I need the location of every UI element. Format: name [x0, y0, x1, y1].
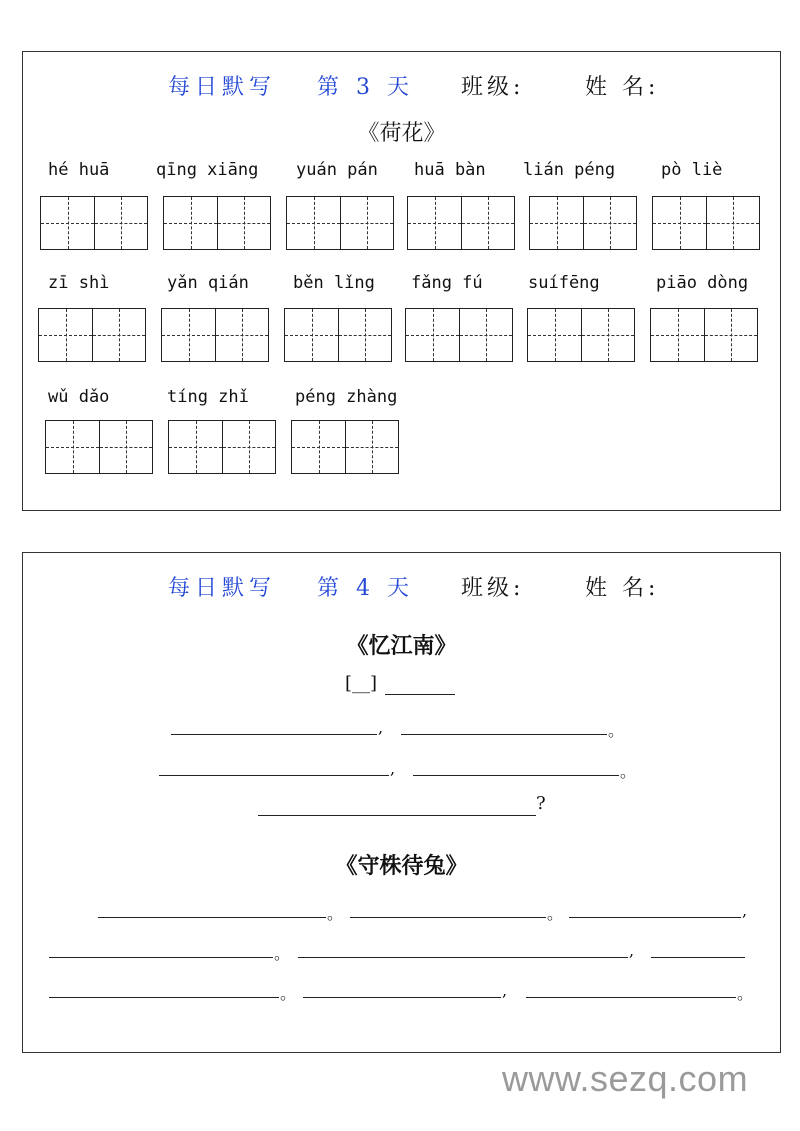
punctuation: ,: [378, 718, 384, 737]
pinyin-label: qīng xiāng: [156, 160, 259, 180]
poem-title-yi-jiang-nan: 《忆江南》: [346, 633, 457, 659]
writing-grid[interactable]: [650, 308, 758, 362]
class-label: 班级:: [461, 576, 525, 601]
writing-grid[interactable]: [527, 308, 635, 362]
answer-blank[interactable]: [401, 734, 607, 735]
pinyin-label: pò liè: [661, 160, 723, 180]
card-header: [23, 70, 780, 100]
punctuation: ,: [742, 901, 748, 920]
writing-grid[interactable]: [163, 196, 271, 250]
pinyin-label: yuán pán: [296, 160, 378, 180]
header-day: 第 4 天: [317, 576, 414, 601]
writing-grid[interactable]: [405, 308, 513, 362]
writing-grid[interactable]: [161, 308, 269, 362]
author-bracket: [__]: [345, 673, 378, 694]
pinyin-label: hé huā: [48, 160, 110, 180]
writing-grid[interactable]: [529, 196, 637, 250]
pinyin-label: yǎn qián: [167, 273, 249, 293]
answer-blank[interactable]: [98, 917, 326, 918]
punctuation: 。: [608, 721, 625, 740]
answer-blank[interactable]: [258, 815, 536, 816]
pinyin-label: zī shì: [48, 273, 110, 293]
punctuation: 。: [274, 944, 291, 963]
writing-grid[interactable]: [168, 420, 276, 474]
dictation-card-day-3: [22, 51, 781, 511]
poem-title-shou-zhu-dai-tu: 《守株待兔》: [335, 853, 468, 879]
answer-blank[interactable]: [171, 734, 377, 735]
writing-grid[interactable]: [284, 308, 392, 362]
pinyin-label: tíng zhǐ: [167, 387, 249, 407]
pinyin-label: fǎng fú: [411, 273, 483, 293]
punctuation: 。: [737, 984, 754, 1003]
writing-grid[interactable]: [40, 196, 148, 250]
answer-blank[interactable]: [350, 917, 546, 918]
writing-grid[interactable]: [45, 420, 153, 474]
dictation-card-day-4: [22, 552, 781, 1053]
header-title: 每日默写: [168, 75, 277, 100]
writing-grid[interactable]: [38, 308, 146, 362]
answer-blank[interactable]: [651, 957, 745, 958]
answer-blank[interactable]: [159, 775, 389, 776]
header-title: 每日默写: [168, 576, 277, 601]
pinyin-label: lián péng: [523, 160, 616, 180]
class-label: 班级:: [461, 75, 525, 100]
name-label: 姓 名:: [585, 75, 660, 100]
punctuation: ,: [502, 981, 508, 1000]
answer-blank[interactable]: [303, 997, 501, 998]
pinyin-label: piāo dòng: [656, 273, 749, 293]
author-blank[interactable]: [385, 694, 455, 695]
writing-grid[interactable]: [286, 196, 394, 250]
answer-blank[interactable]: [413, 775, 619, 776]
writing-grid[interactable]: [407, 196, 515, 250]
writing-grid[interactable]: [291, 420, 399, 474]
pinyin-label: wǔ dǎo: [48, 387, 110, 407]
pinyin-label: běn lǐng: [293, 273, 375, 293]
punctuation: 。: [327, 904, 344, 923]
site-watermark: www.sezq.com: [502, 1058, 749, 1099]
card-header: [23, 571, 780, 601]
answer-blank[interactable]: [49, 957, 273, 958]
punctuation: ,: [629, 941, 635, 960]
lesson-title: 《荷花》: [357, 121, 446, 146]
pinyin-label: huā bàn: [414, 160, 486, 180]
punctuation: 。: [620, 762, 637, 781]
answer-blank[interactable]: [526, 997, 736, 998]
punctuation: 。: [280, 984, 297, 1003]
punctuation: ,: [390, 759, 396, 778]
answer-blank[interactable]: [298, 957, 628, 958]
header-day: 第 3 天: [317, 75, 414, 100]
answer-blank[interactable]: [49, 997, 279, 998]
pinyin-label: péng zhàng: [295, 387, 398, 407]
punctuation: ?: [536, 793, 546, 814]
answer-blank[interactable]: [569, 917, 741, 918]
pinyin-label: suífēng: [528, 273, 600, 293]
name-label: 姓 名:: [585, 576, 660, 601]
writing-grid[interactable]: [652, 196, 760, 250]
punctuation: 。: [547, 904, 564, 923]
